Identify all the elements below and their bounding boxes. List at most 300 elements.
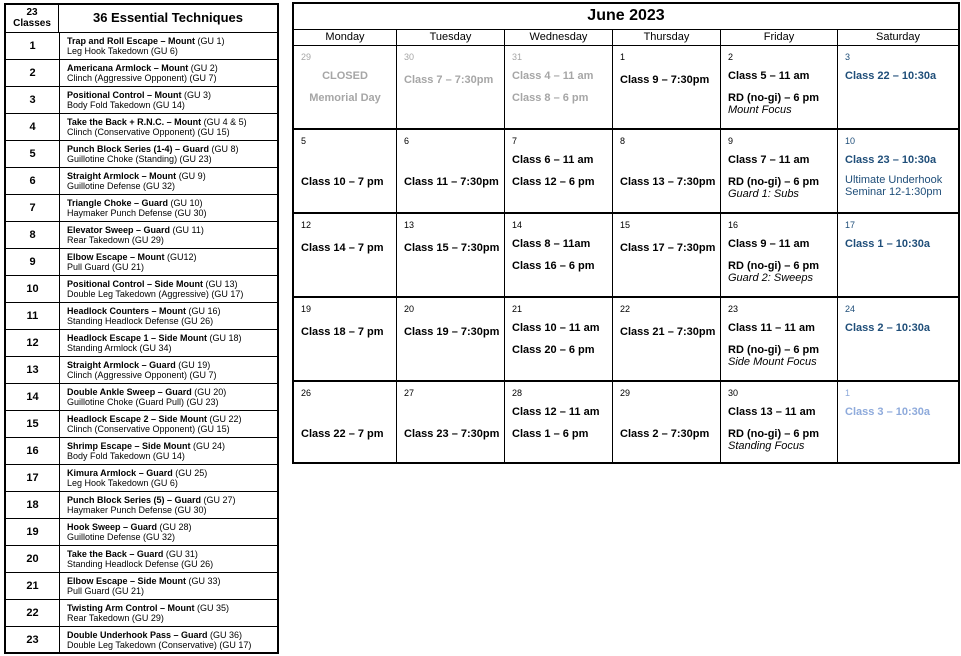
day-events xyxy=(728,406,837,452)
technique-name: Headlock Escape 2 – Side Mount xyxy=(67,414,208,424)
technique-text xyxy=(60,330,277,356)
technique-number: 19 xyxy=(6,519,60,545)
technique-text xyxy=(60,33,277,59)
technique-primary xyxy=(67,630,277,640)
technique-name: Double Underhook Pass – Guard xyxy=(67,630,208,640)
technique-secondary: Clinch (Aggressive Opponent) (GU 7) xyxy=(67,73,217,83)
technique-name: Americana Armlock – Mount xyxy=(67,63,189,73)
event-line xyxy=(512,92,612,104)
technique-secondary: Guillotine Choke (Standing) (GU 23) xyxy=(67,154,212,164)
event-class: Class 23 xyxy=(845,154,890,166)
technique-number: 3 xyxy=(6,87,60,113)
day-events xyxy=(728,154,837,200)
event-time: – 11 am xyxy=(556,406,600,418)
event-line xyxy=(512,406,612,418)
calendar-day xyxy=(294,130,397,212)
event-line xyxy=(512,238,612,250)
technique-text xyxy=(60,465,277,491)
event-line xyxy=(404,428,504,440)
calendar-weeks xyxy=(294,46,958,464)
calendar-week xyxy=(294,380,958,464)
calendar-week xyxy=(294,212,958,296)
technique-name: Elbow Escape – Mount xyxy=(67,252,165,262)
technique-text xyxy=(60,168,277,194)
event-class: Class 19 xyxy=(404,326,449,338)
technique-row xyxy=(6,518,277,545)
day-number: 24 xyxy=(845,304,856,314)
event-time: – 6 pm xyxy=(556,176,595,188)
technique-number: 12 xyxy=(6,330,60,356)
technique-text xyxy=(60,249,277,275)
class-count-label: Classes xyxy=(13,18,51,29)
day-number: 16 xyxy=(728,220,739,230)
event-class: Class 23 xyxy=(404,428,449,440)
technique-gu: (GU 10) xyxy=(168,198,203,208)
closed-label: Memorial Day xyxy=(309,92,381,104)
calendar-day xyxy=(397,382,505,464)
event-class: Class 9 xyxy=(728,238,767,250)
technique-secondary: Pull Guard (GU 21) xyxy=(67,262,145,272)
technique-secondary: Standing Armlock (GU 34) xyxy=(67,343,172,353)
event-line xyxy=(404,176,504,188)
technique-name: Kimura Armlock – Guard xyxy=(67,468,173,478)
event-line xyxy=(728,428,837,440)
technique-text xyxy=(60,87,277,113)
technique-text xyxy=(60,303,277,329)
technique-secondary: Guillotine Defense (GU 32) xyxy=(67,532,176,542)
day-number: 6 xyxy=(404,136,410,146)
day-events xyxy=(404,176,504,188)
technique-text xyxy=(60,114,277,140)
technique-row xyxy=(6,248,277,275)
day-events xyxy=(512,70,612,104)
event-class: Class 21 xyxy=(620,326,665,338)
technique-secondary: Standing Headlock Defense (GU 26) xyxy=(67,316,214,326)
event-time: – 7:30pm xyxy=(658,428,710,440)
technique-primary xyxy=(67,171,277,181)
technique-row xyxy=(6,437,277,464)
event-line xyxy=(620,326,720,338)
technique-gu: (GU12) xyxy=(164,252,197,262)
technique-number: 20 xyxy=(6,546,60,572)
technique-text xyxy=(60,222,277,248)
event-line xyxy=(728,322,837,334)
event-time: – 11 am xyxy=(772,322,815,334)
event-class: RD (no-gi) xyxy=(728,428,782,440)
event-line-plain: Seminar 12-1:30pm xyxy=(845,186,942,198)
technique-name: Straight Armlock – Guard xyxy=(67,360,176,370)
day-events xyxy=(512,406,612,440)
technique-row xyxy=(6,410,277,437)
technique-name: Trap and Roll Escape – Mount xyxy=(67,36,196,46)
event-line xyxy=(728,176,837,188)
technique-gu: (GU 3) xyxy=(181,90,212,100)
technique-primary xyxy=(67,603,277,613)
weekday-label: Saturday xyxy=(875,31,921,43)
event-time: – 7:30pm xyxy=(442,74,494,86)
event-class: Class 5 xyxy=(728,70,767,82)
event-line xyxy=(728,154,837,166)
event-class: Class 9 xyxy=(620,74,659,86)
day-events xyxy=(512,154,612,188)
technique-name: Straight Armlock – Mount xyxy=(67,171,177,181)
calendar-day xyxy=(505,382,613,464)
event-line xyxy=(301,242,396,254)
technique-number: 5 xyxy=(6,141,60,167)
technique-gu: (GU 22) xyxy=(207,414,242,424)
event-line xyxy=(404,326,504,338)
day-number: 23 xyxy=(728,304,739,314)
technique-row xyxy=(6,302,277,329)
event-class: Class 22 xyxy=(301,428,346,440)
day-events xyxy=(301,242,396,254)
day-number: 14 xyxy=(512,220,523,230)
technique-text xyxy=(60,60,277,86)
day-events xyxy=(620,74,720,86)
event-time: – 6 pm xyxy=(556,344,595,356)
calendar-day xyxy=(505,46,613,128)
event-class: RD (no-gi) xyxy=(728,260,782,272)
technique-secondary: Standing Headlock Defense (GU 26) xyxy=(67,559,214,569)
technique-gu: (GU 25) xyxy=(172,468,208,478)
event-time: – 11 am xyxy=(766,238,810,250)
technique-gu: (GU 27) xyxy=(201,495,236,505)
technique-gu: (GU 35) xyxy=(194,603,230,613)
event-class: Class 10 xyxy=(512,322,557,334)
technique-name: Double Ankle Sweep – Guard xyxy=(67,387,192,397)
day-events xyxy=(512,238,612,272)
technique-primary xyxy=(67,225,277,235)
technique-secondary: Guillotine Defense (GU 32) xyxy=(67,181,176,191)
technique-primary xyxy=(67,198,277,208)
technique-number: 13 xyxy=(6,357,60,383)
event-class: Class 14 xyxy=(301,242,346,254)
technique-primary xyxy=(67,468,277,478)
event-class: Class 15 xyxy=(404,242,449,254)
technique-text xyxy=(60,438,277,464)
technique-text xyxy=(60,573,277,599)
technique-primary xyxy=(67,387,277,397)
technique-primary xyxy=(67,333,277,343)
technique-name: Headlock Counters – Mount xyxy=(67,306,187,316)
technique-number: 15 xyxy=(6,411,60,437)
day-events xyxy=(620,176,720,188)
technique-primary xyxy=(67,576,277,586)
event-class: Class 7 xyxy=(728,154,767,166)
technique-gu: (GU 33) xyxy=(186,576,221,586)
event-time: – 7:30pm xyxy=(664,242,716,254)
event-class: Class 4 xyxy=(512,70,551,82)
day-number: 17 xyxy=(845,220,856,230)
event-time: – 7 pm xyxy=(345,242,384,254)
technique-name: Elbow Escape – Side Mount xyxy=(67,576,187,586)
calendar-day xyxy=(613,214,721,296)
technique-text xyxy=(60,384,277,410)
technique-number: 21 xyxy=(6,573,60,599)
technique-row xyxy=(6,356,277,383)
technique-primary xyxy=(67,90,277,100)
event-class: Class 16 xyxy=(512,260,557,272)
event-time: – 7:30pm xyxy=(658,74,710,86)
technique-secondary: Guillotine Choke (Guard Pull) (GU 23) xyxy=(67,397,219,407)
event-note: Guard 1: Subs xyxy=(728,188,799,200)
event-time: – 6 pm xyxy=(556,260,595,272)
day-events xyxy=(301,326,396,338)
day-number: 29 xyxy=(301,52,312,62)
technique-gu: (GU 4 & 5) xyxy=(201,117,247,127)
day-number: 30 xyxy=(728,388,739,398)
event-time: – 6 pm xyxy=(781,176,820,188)
calendar-day xyxy=(838,382,958,464)
day-number: 26 xyxy=(301,388,312,398)
technique-number: 18 xyxy=(6,492,60,518)
event-note: Mount Focus xyxy=(728,104,792,116)
event-line xyxy=(728,92,837,104)
event-class: Class 20 xyxy=(512,344,557,356)
day-number: 30 xyxy=(404,52,415,62)
event-line xyxy=(620,428,720,440)
technique-primary xyxy=(67,117,277,127)
calendar-day xyxy=(838,130,958,212)
calendar-day xyxy=(721,46,838,128)
technique-row xyxy=(6,545,277,572)
event-class: RD (no-gi) xyxy=(728,344,782,356)
weekday-label: Tuesday xyxy=(397,30,505,45)
event-note: Side Mount Focus xyxy=(728,356,817,368)
day-events xyxy=(620,428,720,440)
event-time: – 10:30a xyxy=(883,322,931,334)
weekday-label: Wednesday xyxy=(505,30,613,45)
day-events xyxy=(404,74,504,86)
technique-name: Positional Control – Mount xyxy=(67,90,182,100)
technique-number: 7 xyxy=(6,195,60,221)
day-events xyxy=(512,322,612,356)
technique-name: Elevator Sweep – Guard xyxy=(67,225,171,235)
event-class: Class 3 xyxy=(845,406,884,418)
day-number: 3 xyxy=(845,52,851,62)
technique-number: 11 xyxy=(6,303,60,329)
day-events xyxy=(728,238,837,284)
event-class: Class 11 xyxy=(404,176,449,188)
technique-primary xyxy=(67,522,277,532)
day-number: 27 xyxy=(404,388,415,398)
technique-gu: (GU 2) xyxy=(188,63,218,73)
day-events xyxy=(845,322,958,334)
technique-primary xyxy=(67,360,277,370)
technique-row xyxy=(6,194,277,221)
technique-row xyxy=(6,329,277,356)
calendar-day xyxy=(838,46,958,128)
day-events xyxy=(404,428,504,440)
calendar-day xyxy=(721,130,838,212)
technique-secondary: Haymaker Punch Defense (GU 30) xyxy=(67,505,207,515)
technique-secondary: Rear Takedown (GU 29) xyxy=(67,613,164,623)
event-class: Class 12 xyxy=(512,176,557,188)
event-line xyxy=(512,70,612,82)
june-calendar xyxy=(292,2,960,464)
technique-secondary: Pull Guard (GU 21) xyxy=(67,586,145,596)
day-number: 12 xyxy=(301,220,312,230)
day-number: 20 xyxy=(404,304,415,314)
calendar-day xyxy=(294,382,397,464)
technique-row xyxy=(6,464,277,491)
event-time: – 7:30pm xyxy=(448,176,499,188)
technique-primary xyxy=(67,549,277,559)
weekday-label: Friday xyxy=(721,30,838,45)
technique-number: 23 xyxy=(6,627,60,653)
technique-secondary: Haymaker Punch Defense (GU 30) xyxy=(67,208,207,218)
technique-number: 16 xyxy=(6,438,60,464)
day-number: 13 xyxy=(404,220,415,230)
technique-row xyxy=(6,86,277,113)
event-time: – 7 pm xyxy=(345,176,384,188)
calendar-day xyxy=(294,46,397,128)
technique-secondary: Clinch (Aggressive Opponent) (GU 7) xyxy=(67,370,217,380)
technique-name: Take the Back – Guard xyxy=(67,549,164,559)
techniques-header xyxy=(6,5,277,33)
technique-gu: (GU 19) xyxy=(175,360,211,370)
calendar-day xyxy=(721,214,838,296)
class-count-number: 23 xyxy=(26,7,38,18)
technique-gu: (GU 36) xyxy=(207,630,243,640)
calendar-day xyxy=(613,298,721,380)
event-time: – 10:30a xyxy=(889,70,937,82)
event-line xyxy=(728,406,837,418)
technique-primary xyxy=(67,441,277,451)
calendar-day xyxy=(613,382,721,464)
calendar-day xyxy=(721,382,838,464)
calendar-day xyxy=(838,298,958,380)
technique-text xyxy=(60,627,277,653)
technique-gu: (GU 1) xyxy=(195,36,225,46)
technique-text xyxy=(60,411,277,437)
event-class: RD (no-gi) xyxy=(728,176,782,188)
technique-row xyxy=(6,167,277,194)
technique-row xyxy=(6,491,277,518)
event-line xyxy=(728,260,837,272)
technique-row xyxy=(6,59,277,86)
event-time: – 7 pm xyxy=(345,326,384,338)
event-line xyxy=(728,70,837,82)
day-events xyxy=(845,238,958,250)
day-events xyxy=(728,70,837,116)
event-line xyxy=(728,238,837,250)
event-line xyxy=(728,344,837,356)
event-class: Class 1 xyxy=(845,238,884,250)
technique-gu: (GU 8) xyxy=(209,144,239,154)
event-line xyxy=(301,428,396,440)
technique-secondary: Clinch (Conservative Opponent) (GU 15) xyxy=(67,424,230,434)
technique-row xyxy=(6,113,277,140)
event-time: – 6 pm xyxy=(781,92,820,104)
technique-row xyxy=(6,626,277,653)
technique-name: Punch Block Series (1-4) – Guard xyxy=(67,144,210,154)
day-number: 15 xyxy=(620,220,631,230)
technique-gu: (GU 18) xyxy=(207,333,242,343)
technique-secondary: Leg Hook Takedown (GU 6) xyxy=(67,46,178,56)
technique-gu: (GU 24) xyxy=(190,441,226,451)
day-number: 1 xyxy=(845,388,851,398)
technique-name: Shrimp Escape – Side Mount xyxy=(67,441,191,451)
event-time: – 6 pm xyxy=(550,92,589,104)
day-events xyxy=(845,154,958,198)
day-events xyxy=(301,70,396,104)
event-class: RD (no-gi) xyxy=(728,92,782,104)
calendar-day xyxy=(294,298,397,380)
technique-secondary: Body Fold Takedown (GU 14) xyxy=(67,100,185,110)
technique-number: 6 xyxy=(6,168,60,194)
event-line xyxy=(845,406,958,418)
technique-text xyxy=(60,519,277,545)
event-class: Class 18 xyxy=(301,326,346,338)
event-time: – 6 pm xyxy=(781,428,820,440)
event-class: Class 6 xyxy=(512,154,551,166)
technique-number: 10 xyxy=(6,276,60,302)
event-time: – 10:30a xyxy=(889,154,937,166)
day-events xyxy=(845,70,958,82)
day-number: 21 xyxy=(512,304,523,314)
technique-primary xyxy=(67,279,277,289)
event-line xyxy=(620,242,720,254)
technique-secondary: Clinch (Conservative Opponent) (GU 15) xyxy=(67,127,230,137)
techniques-table xyxy=(4,3,279,654)
calendar-day xyxy=(294,214,397,296)
technique-number: 22 xyxy=(6,600,60,626)
event-line xyxy=(512,260,612,272)
event-line xyxy=(620,176,720,188)
technique-number: 14 xyxy=(6,384,60,410)
day-events xyxy=(301,428,396,440)
closed-label: CLOSED xyxy=(322,70,368,82)
technique-primary xyxy=(67,414,277,424)
calendar-day xyxy=(397,214,505,296)
event-time: – 7:30pm xyxy=(448,326,500,338)
class-count-header xyxy=(6,5,59,32)
technique-name: Twisting Arm Control – Mount xyxy=(67,603,195,613)
technique-name: Triangle Choke – Guard xyxy=(67,198,169,208)
technique-primary xyxy=(67,252,277,262)
event-time: – 6 pm xyxy=(550,428,589,440)
calendar-week xyxy=(294,296,958,380)
technique-row xyxy=(6,221,277,248)
technique-row xyxy=(6,275,277,302)
technique-row xyxy=(6,140,277,167)
event-line xyxy=(512,428,612,440)
event-class: Class 13 xyxy=(728,406,773,418)
day-events xyxy=(620,326,720,338)
day-number: 29 xyxy=(620,388,631,398)
day-events xyxy=(301,176,396,188)
event-class: Class 2 xyxy=(620,428,659,440)
technique-text xyxy=(60,600,277,626)
day-number: 8 xyxy=(620,136,626,146)
event-class: Class 11 xyxy=(728,322,773,334)
technique-name: Punch Block Series (5) – Guard xyxy=(67,495,202,505)
event-line xyxy=(512,176,612,188)
technique-gu: (GU 20) xyxy=(191,387,227,397)
technique-row xyxy=(6,599,277,626)
technique-text xyxy=(60,546,277,572)
day-number: 28 xyxy=(512,388,523,398)
event-line xyxy=(845,238,958,250)
event-time: – 11 am xyxy=(766,70,810,82)
weekday-header xyxy=(294,30,958,46)
event-time: – 7 pm xyxy=(345,428,384,440)
day-number: 5 xyxy=(301,136,307,146)
event-line xyxy=(404,242,504,254)
technique-primary xyxy=(67,495,277,505)
event-class: Class 22 xyxy=(845,70,890,82)
